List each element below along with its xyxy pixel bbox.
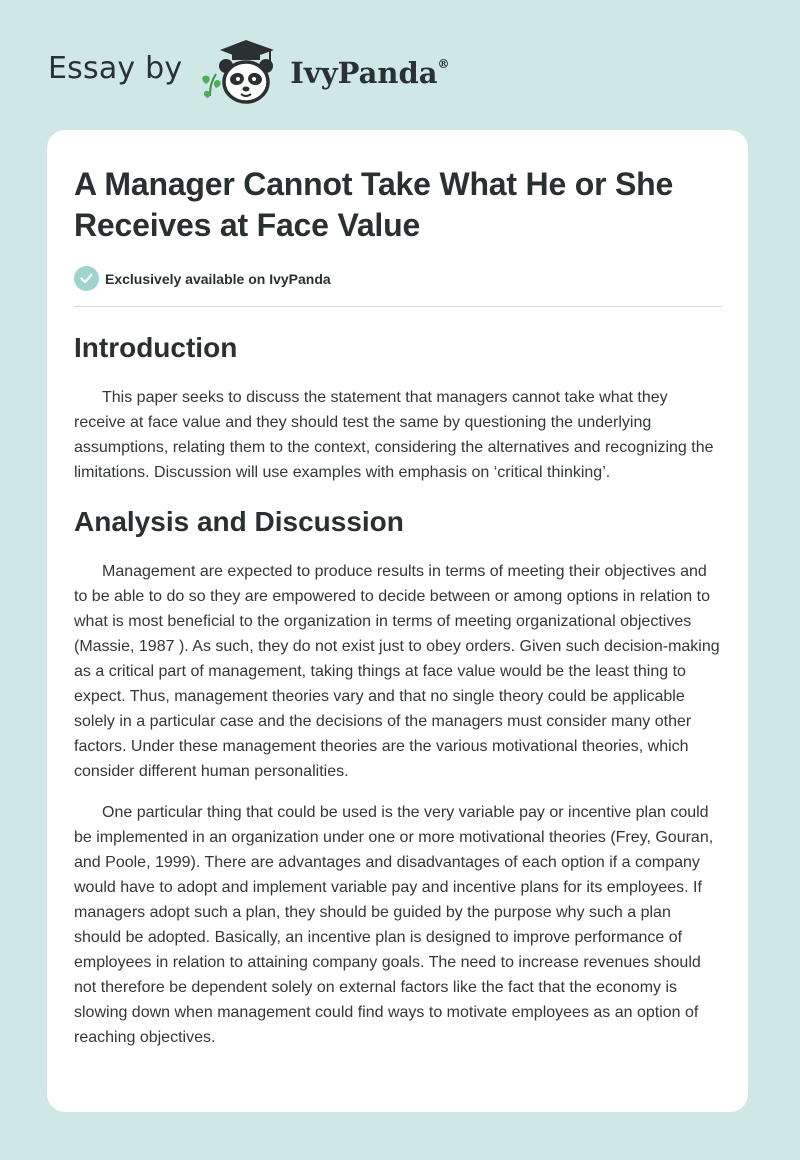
checkmark-icon bbox=[74, 266, 99, 291]
section-heading: Analysis and Discussion bbox=[74, 506, 404, 537]
exclusive-badge-label: Exclusively available on IvyPanda bbox=[105, 270, 331, 287]
paragraph: One particular thing that could be used is the very variable pay or incentive plan could be implemented in an organization under one or more motivational theories (Frey, Gouran, and Poole, 1999). There are advantages and disadvantages of each option if a company would have to adopt and implement variable pay and incentive plans for its employees. If managers adopt such a plan, they should be guided by the purpose why such a plan should be adopted. Basically, an incentive plan is designed to improve performance of employees in relation to attaining company goals. The need to increase revenues should not therefore be dependent solely on external factors like the fact that the economy is slowing down when management could find ways to motivate employees as an option of reaching objectives. bbox=[74, 804, 714, 1046]
ivy-leaf-icon bbox=[203, 74, 221, 98]
site-header bbox=[48, 36, 450, 108]
essay-card bbox=[47, 130, 748, 1112]
section-introduction bbox=[74, 331, 722, 485]
registered-mark: ® bbox=[437, 57, 450, 72]
essay-title: A Manager Cannot Take What He or She Receives at Face Value bbox=[74, 166, 674, 243]
title-divider bbox=[74, 306, 722, 307]
brand-prefix: Essay by bbox=[48, 50, 183, 86]
section-analysis-discussion bbox=[74, 505, 722, 1050]
section-heading: Introduction bbox=[74, 332, 238, 363]
panda-graduate-logo-icon bbox=[196, 36, 288, 108]
brand-name bbox=[290, 56, 449, 90]
paragraph: This paper seeks to discuss the statement that managers cannot take what they receive at face value and they should test the same by questioning the underlying assumptions, relating them to the context, considering the alternatives and recognizing the limitations. Discussion will use examples with emphasis on ‘critical thinking’. bbox=[74, 389, 714, 481]
paragraph: Management are expected to produce results in terms of meeting their objectives and to be able to do so they are empowered to decide between or among options in relation to what is most beneficial to the organization in terms of meeting organizational objectives (Massie, 1987 ). As such, they do not exist just to obey orders. Given such decision-making as a critical part of management, taking things at face value would be the least thing to expect. Thus, management theories vary and that no single theory could be applicable solely in a particular case and the decisions of the managers must consider many other factors. Under these management theories are the various motivational theories, which consider different human personalities. bbox=[74, 563, 720, 780]
exclusive-badge bbox=[74, 266, 722, 291]
brand-name-text: IvyPanda bbox=[290, 56, 438, 90]
